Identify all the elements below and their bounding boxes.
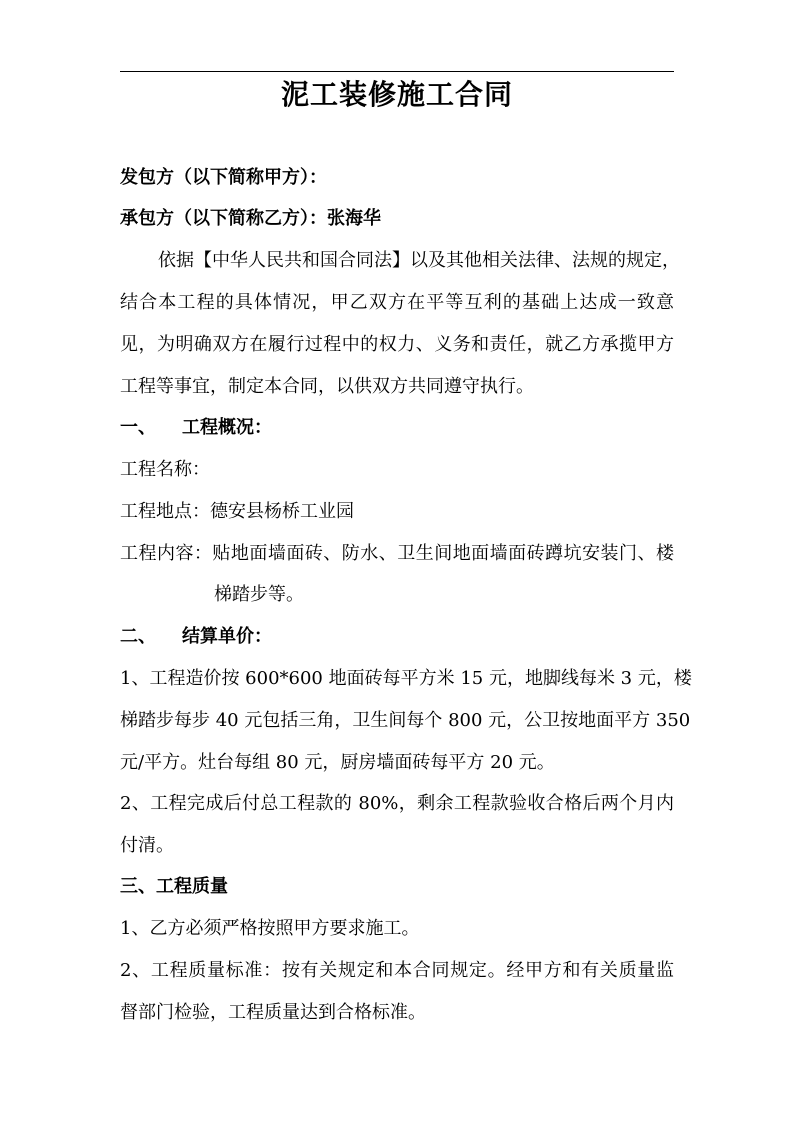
preamble-line: 工程等事宜，制定本合同，以供双方共同遵守执行。 (120, 376, 534, 397)
header-rule (120, 71, 674, 72)
section-1-heading (120, 415, 680, 441)
quality-item-line: 2、工程质量标准：按有关规定和本合同规定。经甲方和有关质量监 (120, 960, 674, 981)
pricing-item-line: 梯踏步每步 40 元包括三角，卫生间每个 800 元，公卫按地面平方 350 (120, 710, 691, 731)
payment-item-line: 2、工程完成后付总工程款的 80%，剩余工程款验收合格后两个月内 (120, 793, 674, 814)
pricing-item-line: 1、工程造价按 600*600 地面砖每平方米 15 元，地脚线每米 3 元，楼 (120, 668, 692, 689)
project-name-line: 工程名称： (120, 459, 210, 480)
quality-item-line: 1、乙方必须严格按照甲方要求施工。 (120, 918, 420, 939)
party-a-line: 发包方（以下简称甲方）： (120, 167, 327, 188)
section-2-title: 结算单价： (182, 626, 272, 647)
section-1-title: 工程概况： (182, 417, 272, 438)
preamble-line: 结合本工程的具体情况，甲乙双方在平等互利的基础上达成一致意 (120, 292, 674, 313)
section-1-number: 一、 (120, 417, 156, 438)
preamble-line: 依据【中华人民共和国合同法】以及其他相关法律、法规的规定， (158, 250, 680, 271)
payment-item-line: 付清。 (120, 835, 174, 856)
quality-item-line: 督部门检验，工程质量达到合格标准。 (120, 1002, 426, 1023)
party-b-line: 承包方（以下简称乙方）：张海华 (120, 208, 381, 229)
section-2-number: 二、 (120, 626, 156, 647)
project-content-line: 工程内容：贴地面墙面砖、防水、卫生间地面墙面砖蹲坑安装门、楼 (120, 543, 674, 564)
section-2-heading (120, 624, 680, 650)
pricing-item-line: 元/平方。灶台每组 80 元，厨房墙面砖每平方 20 元。 (120, 752, 555, 773)
contract-title: 泥工装修施工合同 (280, 78, 513, 111)
section-3-heading: 三、工程质量 (120, 876, 228, 897)
preamble-line: 见，为明确双方在履行过程中的权力、义务和责任，就乙方承揽甲方 (120, 334, 674, 355)
project-content-line: 梯踏步等。 (214, 584, 304, 605)
project-location-line: 工程地点：德安县杨桥工业园 (120, 501, 354, 522)
